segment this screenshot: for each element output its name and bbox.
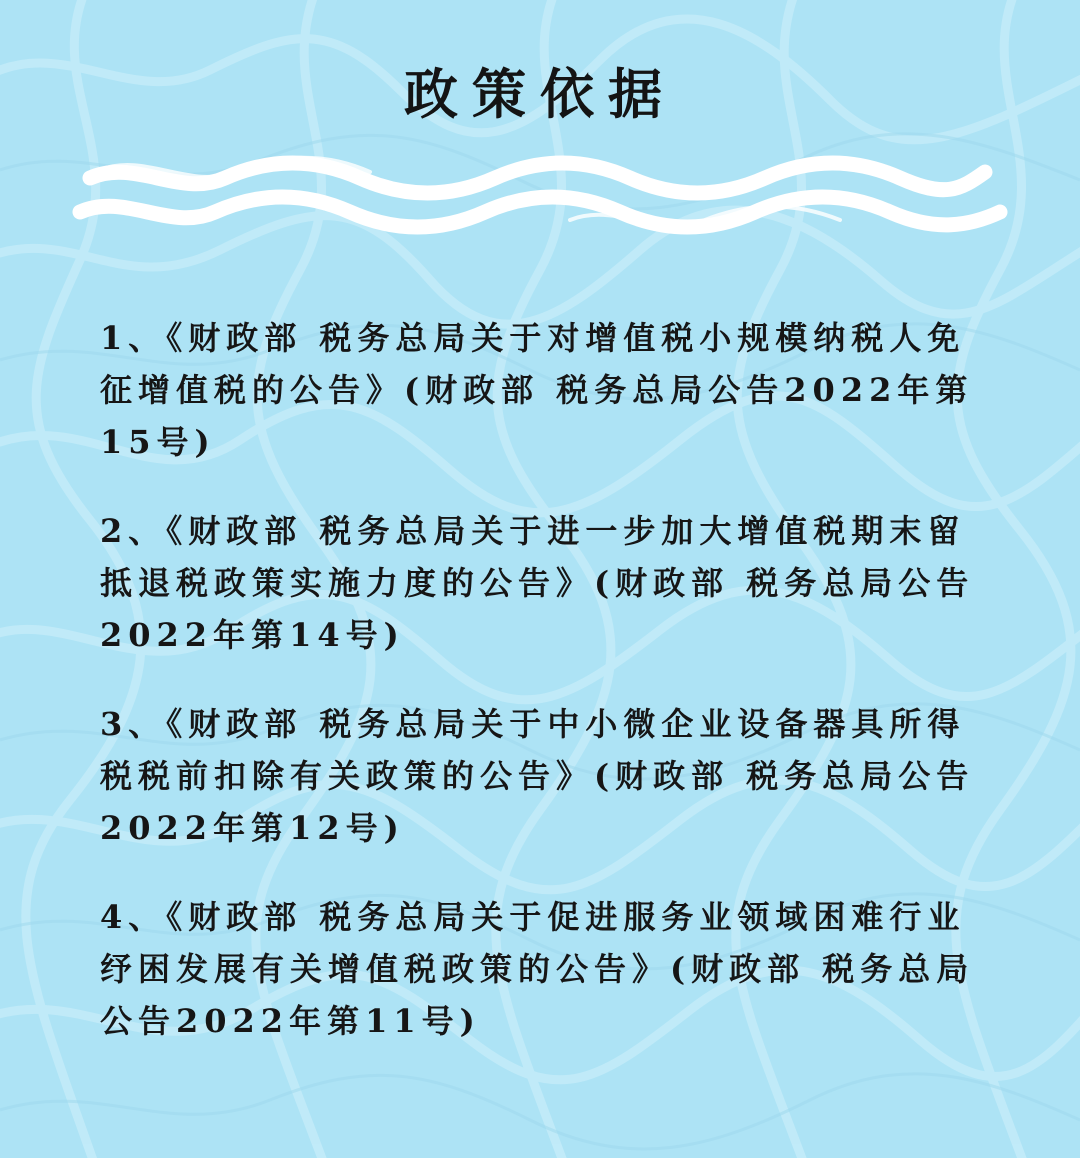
page-title: 政策依据 bbox=[404, 62, 676, 126]
policy-item-3: 3、《财政部 税务总局关于中小微企业设备器具所得税税前扣除有关政策的公告》(财政部 税务总局公告2022年第12号) bbox=[100, 705, 975, 847]
policy-item-4: 4、《财政部 税务总局关于促进服务业领域困难行业纾困发展有关增值税政策的公告》(财政部 税务总局公告2022年第11号) bbox=[100, 898, 975, 1040]
wave-divider-icon bbox=[70, 150, 1010, 250]
policy-list bbox=[100, 312, 980, 1084]
policy-item-2: 2、《财政部 税务总局关于进一步加大增值税期末留抵退税政策实施力度的公告》(财政部 税务总局公告2022年第14号) bbox=[100, 512, 975, 654]
policy-item-1: 1、《财政部 税务总局关于对增值税小规模纳税人免征增值税的公告》(财政部 税务总局公告2022年第15号) bbox=[100, 319, 974, 461]
